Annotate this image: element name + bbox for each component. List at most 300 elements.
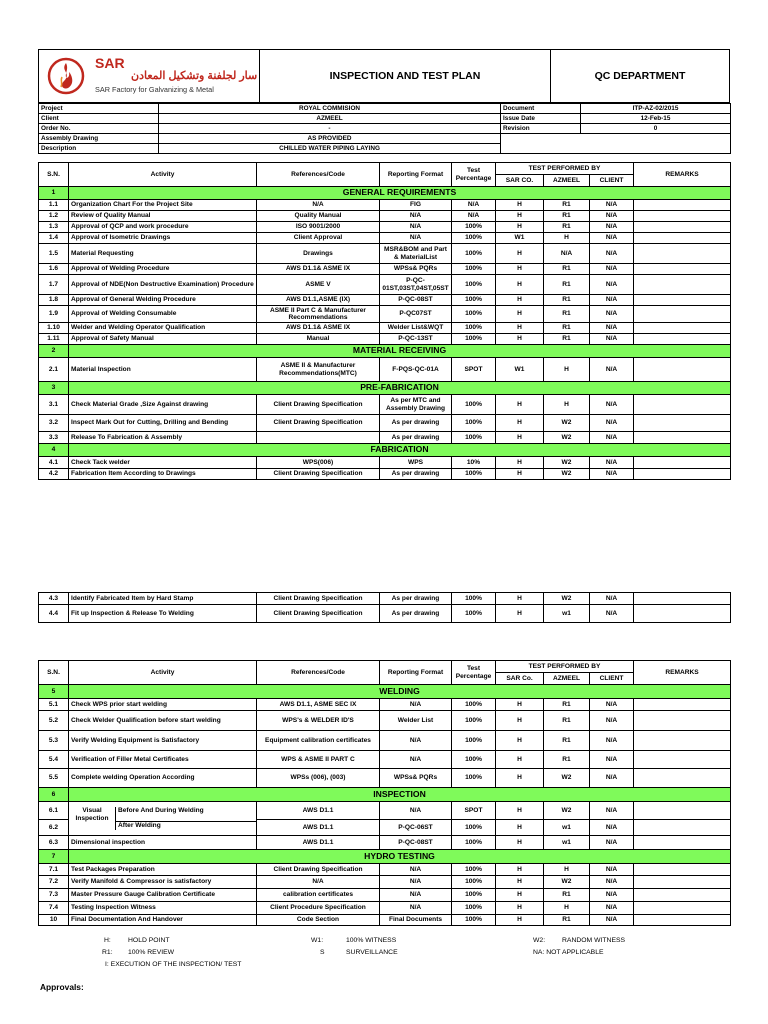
sn-cell: 3.1 bbox=[39, 395, 69, 415]
client-cell: N/A bbox=[590, 605, 634, 623]
description-value: CHILLED WATER PIPING LAYING bbox=[159, 144, 501, 154]
table-row bbox=[39, 295, 731, 306]
section-number: 4 bbox=[39, 444, 69, 457]
project-value: ROYAL COMMISION bbox=[159, 104, 501, 114]
sar-cell: H bbox=[496, 593, 544, 605]
section-row bbox=[39, 187, 731, 200]
remarks-cell bbox=[634, 836, 731, 850]
table-row bbox=[39, 711, 731, 731]
remarks-cell bbox=[634, 751, 731, 769]
itp-table-part-3 bbox=[38, 660, 731, 926]
section-number: 2 bbox=[39, 345, 69, 358]
table-body-part-1 bbox=[39, 187, 731, 480]
col-test-line1: Test bbox=[466, 665, 481, 673]
issue-date-value: 12-Feb-15 bbox=[581, 114, 731, 124]
client-cell: N/A bbox=[590, 244, 634, 264]
azmeel-cell: R1 bbox=[544, 889, 590, 902]
reporting-format-cell: As per drawing bbox=[380, 415, 452, 432]
drawing-value: AS PROVIDED bbox=[159, 134, 501, 144]
test-percentage-cell: 100% bbox=[452, 751, 496, 769]
reference-cell: Client Drawing Specification bbox=[257, 415, 380, 432]
col-azmeel: AZMEEL bbox=[544, 175, 590, 187]
activity-cell: Check Tack welder bbox=[69, 457, 257, 469]
info-blank bbox=[501, 144, 731, 154]
sar-cell: H bbox=[496, 244, 544, 264]
client-cell: N/A bbox=[590, 275, 634, 295]
sar-cell: H bbox=[496, 275, 544, 295]
reference-cell: calibration certificates bbox=[257, 889, 380, 902]
activity-cell: Verify Manifold & Compressor is satisfactory bbox=[69, 876, 257, 889]
activity-cell: Approval of Isometric Drawings bbox=[69, 233, 257, 244]
activity-cell: Check WPS prior start welding bbox=[69, 699, 257, 711]
col-azmeel: AZMEEL bbox=[544, 673, 590, 685]
table-row bbox=[39, 802, 731, 820]
test-percentage-cell: SPOT bbox=[452, 802, 496, 820]
table-row bbox=[39, 306, 731, 323]
reference-cell: ASME V bbox=[257, 275, 380, 295]
remarks-cell bbox=[634, 264, 731, 275]
azmeel-cell: H bbox=[544, 902, 590, 915]
client-cell: N/A bbox=[590, 395, 634, 415]
col-activity: Activity bbox=[69, 661, 257, 685]
azmeel-cell: W2 bbox=[544, 432, 590, 444]
reporting-format-cell: WPSs& PQRs bbox=[380, 769, 452, 788]
legend-s-key: S bbox=[320, 949, 325, 956]
client-cell: N/A bbox=[590, 769, 634, 788]
reference-cell: AWS D1.1,ASME (IX) bbox=[257, 295, 380, 306]
test-percentage-cell: 100% bbox=[452, 306, 496, 323]
remarks-cell bbox=[634, 864, 731, 876]
col-sar: SAR CO. bbox=[496, 175, 544, 187]
table-row bbox=[39, 593, 731, 605]
test-percentage-cell: 100% bbox=[452, 415, 496, 432]
reporting-format-cell: N/A bbox=[380, 902, 452, 915]
table-row bbox=[39, 889, 731, 902]
activity-cell: Release To Fabrication & Assembly bbox=[69, 432, 257, 444]
table-row bbox=[39, 358, 731, 382]
client-cell: N/A bbox=[590, 306, 634, 323]
test-percentage-cell: SPOT bbox=[452, 358, 496, 382]
test-percentage-cell: 100% bbox=[452, 275, 496, 295]
legend-w2-key: W2: bbox=[533, 937, 546, 944]
table-row bbox=[39, 864, 731, 876]
remarks-cell bbox=[634, 222, 731, 233]
test-percentage-cell: 100% bbox=[452, 264, 496, 275]
sar-cell: H bbox=[496, 889, 544, 902]
reporting-format-cell: P-QC-01ST,03ST,04ST,05ST bbox=[380, 275, 452, 295]
sn-cell: 7.3 bbox=[39, 889, 69, 902]
company-full-name: SAR Factory for Galvanizing & Metal bbox=[95, 85, 214, 94]
sar-cell: H bbox=[496, 699, 544, 711]
section-number: 7 bbox=[39, 850, 69, 864]
sn-cell: 5.5 bbox=[39, 769, 69, 788]
col-test-line2: Percentage bbox=[455, 174, 492, 182]
sn-cell: 1.7 bbox=[39, 275, 69, 295]
reference-cell: Client Drawing Specification bbox=[257, 864, 380, 876]
client-cell: N/A bbox=[590, 415, 634, 432]
client-cell: N/A bbox=[590, 457, 634, 469]
azmeel-cell: W2 bbox=[544, 593, 590, 605]
itp-table-part-1 bbox=[38, 162, 731, 480]
reporting-format-cell: N/A bbox=[380, 889, 452, 902]
client-cell: N/A bbox=[590, 864, 634, 876]
sn-cell: 1.2 bbox=[39, 211, 69, 222]
sar-cell: H bbox=[496, 915, 544, 926]
sar-cell: H bbox=[496, 306, 544, 323]
azmeel-cell: H bbox=[544, 864, 590, 876]
document-title: INSPECTION AND TEST PLAN bbox=[260, 50, 551, 102]
test-percentage-cell: 100% bbox=[452, 432, 496, 444]
reporting-format-cell: As per drawing bbox=[380, 605, 452, 623]
sar-cell: H bbox=[496, 211, 544, 222]
project-info-table bbox=[38, 103, 731, 154]
table-row bbox=[39, 457, 731, 469]
section-row bbox=[39, 382, 731, 395]
col-performed-by: TEST PERFORMED BY bbox=[496, 163, 634, 175]
remarks-cell bbox=[634, 200, 731, 211]
sar-cell: H bbox=[496, 432, 544, 444]
table-row bbox=[39, 200, 731, 211]
sar-cell: H bbox=[496, 200, 544, 211]
col-activity: Activity bbox=[69, 163, 257, 187]
test-percentage-cell: 100% bbox=[452, 222, 496, 233]
azmeel-cell: R1 bbox=[544, 699, 590, 711]
legend-w1-key: W1: bbox=[311, 937, 324, 944]
reference-cell: WPSs (006), (003) bbox=[257, 769, 380, 788]
reference-cell: WPS's & WELDER ID'S bbox=[257, 711, 380, 731]
reporting-format-cell: N/A bbox=[380, 222, 452, 233]
reference-cell: ASME II & Manufacturer Recommendations(MTC) bbox=[257, 358, 380, 382]
client-cell: N/A bbox=[590, 711, 634, 731]
itp-header bbox=[38, 49, 730, 103]
test-percentage-cell: 100% bbox=[452, 864, 496, 876]
activity-cell: Testing Inspection Witness bbox=[69, 902, 257, 915]
client-cell: N/A bbox=[590, 295, 634, 306]
reference-cell: Quality Manual bbox=[257, 211, 380, 222]
test-percentage-cell: 100% bbox=[452, 769, 496, 788]
remarks-cell bbox=[634, 334, 731, 345]
col-references: References/Code bbox=[257, 661, 380, 685]
reference-cell: AWS D1.1, ASME SEC IX bbox=[257, 699, 380, 711]
test-percentage-cell: 100% bbox=[452, 244, 496, 264]
table-row bbox=[39, 769, 731, 788]
test-percentage-cell: 100% bbox=[452, 593, 496, 605]
test-percentage-cell: 100% bbox=[452, 395, 496, 415]
reference-cell: Client Procedure Specification bbox=[257, 902, 380, 915]
company-logo-cell bbox=[39, 50, 260, 102]
client-cell: N/A bbox=[590, 264, 634, 275]
table-row bbox=[39, 323, 731, 334]
activity-cell: Organization Chart For the Project Site bbox=[69, 200, 257, 211]
sn-cell: 1.9 bbox=[39, 306, 69, 323]
reference-cell: Client Drawing Specification bbox=[257, 593, 380, 605]
client-cell: N/A bbox=[590, 751, 634, 769]
sar-cell: W1 bbox=[496, 358, 544, 382]
sar-cell: H bbox=[496, 264, 544, 275]
sar-cell: H bbox=[496, 731, 544, 751]
table-row bbox=[39, 469, 731, 480]
test-percentage-cell: 100% bbox=[452, 334, 496, 345]
group-spacer bbox=[69, 822, 116, 830]
section-row bbox=[39, 345, 731, 358]
client-cell: N/A bbox=[590, 902, 634, 915]
section-title: GENERAL REQUIREMENTS bbox=[69, 187, 731, 200]
sn-cell: 4.3 bbox=[39, 593, 69, 605]
azmeel-cell: H bbox=[544, 358, 590, 382]
azmeel-cell: H bbox=[544, 395, 590, 415]
test-percentage-cell: 10% bbox=[452, 457, 496, 469]
test-percentage-cell: 100% bbox=[452, 902, 496, 915]
azmeel-cell: w1 bbox=[544, 836, 590, 850]
table-row bbox=[39, 275, 731, 295]
activity-cell: Welder and Welding Operator Qualification bbox=[69, 323, 257, 334]
section-row bbox=[39, 685, 731, 699]
activity-group-label: Visual Inspection bbox=[69, 807, 116, 822]
activity-cell: Master Pressure Gauge Calibration Certificate bbox=[69, 889, 257, 902]
test-percentage-cell: 100% bbox=[452, 295, 496, 306]
reference-cell: Client Drawing Specification bbox=[257, 605, 380, 623]
sn-cell: 6.3 bbox=[39, 836, 69, 850]
sn-cell: 7.4 bbox=[39, 902, 69, 915]
reporting-format-cell: WPS bbox=[380, 457, 452, 469]
test-percentage-cell: 100% bbox=[452, 605, 496, 623]
client-cell: N/A bbox=[590, 915, 634, 926]
reporting-format-cell: WPSs& PQRs bbox=[380, 264, 452, 275]
azmeel-cell: W2 bbox=[544, 769, 590, 788]
sn-cell: 1.4 bbox=[39, 233, 69, 244]
reporting-format-cell: N/A bbox=[380, 864, 452, 876]
sn-cell: 3.3 bbox=[39, 432, 69, 444]
sn-cell: 4.2 bbox=[39, 469, 69, 480]
sn-cell: 4.4 bbox=[39, 605, 69, 623]
azmeel-cell: R1 bbox=[544, 711, 590, 731]
legend-i-line: I: EXECUTION OF THE INSPECTION/ TEST bbox=[105, 961, 242, 968]
remarks-cell bbox=[634, 769, 731, 788]
sn-cell: 1.11 bbox=[39, 334, 69, 345]
table-row bbox=[39, 264, 731, 275]
sar-cell: H bbox=[496, 395, 544, 415]
col-client: CLIENT bbox=[590, 175, 634, 187]
reporting-format-cell: As per MTC and Assembly Drawing bbox=[380, 395, 452, 415]
issue-date-label: Issue Date bbox=[501, 114, 581, 124]
table-row bbox=[39, 233, 731, 244]
sn-cell: 4.1 bbox=[39, 457, 69, 469]
client-cell: N/A bbox=[590, 323, 634, 334]
section-row bbox=[39, 788, 731, 802]
azmeel-cell: W2 bbox=[544, 876, 590, 889]
reporting-format-cell: MSR&BOM and Part & MaterialList bbox=[380, 244, 452, 264]
test-percentage-cell: 100% bbox=[452, 711, 496, 731]
client-cell: N/A bbox=[590, 200, 634, 211]
activity-cell: Test Packages Preparation bbox=[69, 864, 257, 876]
legend-h-value: HOLD POINT bbox=[128, 937, 170, 944]
legend-r1-value: 100% REVIEW bbox=[128, 949, 175, 956]
reference-cell: AWS D1.1 bbox=[257, 836, 380, 850]
reporting-format-cell: P-QC07ST bbox=[380, 306, 452, 323]
sn-cell: 1.6 bbox=[39, 264, 69, 275]
department-title: QC DEPARTMENT bbox=[594, 70, 686, 82]
client-cell: N/A bbox=[590, 233, 634, 244]
sar-cell: H bbox=[496, 836, 544, 850]
reference-cell: Manual bbox=[257, 334, 380, 345]
sn-cell: 7.2 bbox=[39, 876, 69, 889]
client-cell: N/A bbox=[590, 222, 634, 233]
flame-logo-icon bbox=[47, 57, 85, 95]
section-row bbox=[39, 850, 731, 864]
col-sn: S.N. bbox=[39, 661, 69, 685]
remarks-cell bbox=[634, 469, 731, 480]
revision-value: 0 bbox=[581, 124, 731, 134]
sar-cell: H bbox=[496, 902, 544, 915]
section-number: 1 bbox=[39, 187, 69, 200]
azmeel-cell: R1 bbox=[544, 275, 590, 295]
col-test-line1: Test bbox=[466, 167, 481, 175]
reference-cell: WPS & ASME II PART C bbox=[257, 751, 380, 769]
section-row bbox=[39, 444, 731, 457]
remarks-cell bbox=[634, 295, 731, 306]
test-percentage-cell: 100% bbox=[452, 323, 496, 334]
table-row bbox=[39, 244, 731, 264]
remarks-cell bbox=[634, 323, 731, 334]
sn-cell: 5.1 bbox=[39, 699, 69, 711]
reporting-format-cell: P-QC-08ST bbox=[380, 836, 452, 850]
section-title: INSPECTION bbox=[69, 788, 731, 802]
table-row bbox=[39, 395, 731, 415]
sar-cell: H bbox=[496, 469, 544, 480]
activity-cell: Fit up Inspection & Release To Welding bbox=[69, 605, 257, 623]
sar-cell: H bbox=[496, 711, 544, 731]
sar-cell: H bbox=[496, 864, 544, 876]
azmeel-cell: R1 bbox=[544, 211, 590, 222]
activity-cell: Final Documentation And Handover bbox=[69, 915, 257, 926]
reference-cell: Code Section bbox=[257, 915, 380, 926]
remarks-cell bbox=[634, 244, 731, 264]
section-number: 5 bbox=[39, 685, 69, 699]
remarks-cell bbox=[634, 233, 731, 244]
col-sar: SAR Co. bbox=[496, 673, 544, 685]
sar-cell: H bbox=[496, 820, 544, 836]
client-cell: N/A bbox=[590, 876, 634, 889]
reporting-format-cell: Welder List bbox=[380, 711, 452, 731]
client-cell: N/A bbox=[590, 432, 634, 444]
reporting-format-cell: N/A bbox=[380, 731, 452, 751]
activity-cell: Verification of Filler Metal Certificates bbox=[69, 751, 257, 769]
info-blank bbox=[501, 134, 731, 144]
sar-cell: H bbox=[496, 295, 544, 306]
activity-cell: Approval of Welding Procedure bbox=[69, 264, 257, 275]
sar-cell: H bbox=[496, 605, 544, 623]
azmeel-cell: N/A bbox=[544, 244, 590, 264]
reporting-format-cell: P-QC-13ST bbox=[380, 334, 452, 345]
sn-cell: 10 bbox=[39, 915, 69, 926]
table-row bbox=[39, 915, 731, 926]
sn-cell: 3.2 bbox=[39, 415, 69, 432]
reference-cell: AWS D1.1& ASME IX bbox=[257, 264, 380, 275]
test-percentage-cell: 100% bbox=[452, 820, 496, 836]
azmeel-cell: R1 bbox=[544, 334, 590, 345]
azmeel-cell: R1 bbox=[544, 731, 590, 751]
remarks-cell bbox=[634, 731, 731, 751]
activity-cell: Verify Welding Equipment is Satisfactory bbox=[69, 731, 257, 751]
activity-cell: Review of Quality Manual bbox=[69, 211, 257, 222]
azmeel-cell: W2 bbox=[544, 457, 590, 469]
col-references: References/Code bbox=[257, 163, 380, 187]
reference-cell: WPS(006) bbox=[257, 457, 380, 469]
client-cell: N/A bbox=[590, 802, 634, 820]
reference-cell: N/A bbox=[257, 200, 380, 211]
test-percentage-cell: 100% bbox=[452, 836, 496, 850]
client-cell: N/A bbox=[590, 211, 634, 222]
reference-cell: AWS D1.1 bbox=[257, 802, 380, 820]
sn-cell: 7.1 bbox=[39, 864, 69, 876]
sar-cell: H bbox=[496, 222, 544, 233]
sn-cell: 2.1 bbox=[39, 358, 69, 382]
reporting-format-cell: As per drawing bbox=[380, 593, 452, 605]
revision-label: Revision bbox=[501, 124, 581, 134]
activity-cell: Approval of NDE(Non Destructive Examination) Procedure bbox=[69, 275, 257, 295]
test-percentage-cell: 100% bbox=[452, 233, 496, 244]
azmeel-cell: R1 bbox=[544, 222, 590, 233]
reporting-format-cell: N/A bbox=[380, 876, 452, 889]
section-title: PRE-FABRICATION bbox=[69, 382, 731, 395]
document-label: Document bbox=[501, 104, 581, 114]
section-title: WELDING bbox=[69, 685, 731, 699]
remarks-cell bbox=[634, 820, 731, 836]
reference-cell: Drawings bbox=[257, 244, 380, 264]
remarks-cell bbox=[634, 876, 731, 889]
reference-cell: Client Approval bbox=[257, 233, 380, 244]
reporting-format-cell: As per drawing bbox=[380, 432, 452, 444]
reporting-format-cell: N/A bbox=[380, 233, 452, 244]
reporting-format-cell: FIG bbox=[380, 200, 452, 211]
remarks-cell bbox=[634, 915, 731, 926]
table-row bbox=[39, 902, 731, 915]
sar-cell: H bbox=[496, 457, 544, 469]
col-sn: S.N. bbox=[39, 163, 69, 187]
legend-na-line: NA: NOT APPLICABLE bbox=[533, 949, 604, 956]
sar-cell: H bbox=[496, 415, 544, 432]
client-cell: N/A bbox=[590, 593, 634, 605]
remarks-cell bbox=[634, 306, 731, 323]
sn-cell: 1.3 bbox=[39, 222, 69, 233]
col-test-percentage bbox=[452, 163, 496, 187]
remarks-cell bbox=[634, 902, 731, 915]
client-value: AZMEEL bbox=[159, 114, 501, 124]
azmeel-cell: R1 bbox=[544, 306, 590, 323]
sn-cell: 1.1 bbox=[39, 200, 69, 211]
reporting-format-cell: N/A bbox=[380, 802, 452, 820]
client-cell: N/A bbox=[590, 358, 634, 382]
azmeel-cell: w1 bbox=[544, 605, 590, 623]
table-row bbox=[39, 605, 731, 623]
activity-cell: Complete welding Operation According bbox=[69, 769, 257, 788]
remarks-cell bbox=[634, 889, 731, 902]
test-percentage-cell: 100% bbox=[452, 915, 496, 926]
reporting-format-cell: Final Documents bbox=[380, 915, 452, 926]
sar-cell: W1 bbox=[496, 233, 544, 244]
legend-w2-value: RANDOM WITNESS bbox=[562, 937, 626, 944]
activity-cell: Identify Fabricated Item by Hard Stamp bbox=[69, 593, 257, 605]
azmeel-cell: W2 bbox=[544, 415, 590, 432]
azmeel-cell: H bbox=[544, 233, 590, 244]
reference-cell: AWS D1.1& ASME IX bbox=[257, 323, 380, 334]
azmeel-cell: R1 bbox=[544, 295, 590, 306]
col-test-percentage bbox=[452, 661, 496, 685]
azmeel-cell: R1 bbox=[544, 323, 590, 334]
table-row bbox=[39, 415, 731, 432]
remarks-cell bbox=[634, 415, 731, 432]
client-cell: N/A bbox=[590, 889, 634, 902]
